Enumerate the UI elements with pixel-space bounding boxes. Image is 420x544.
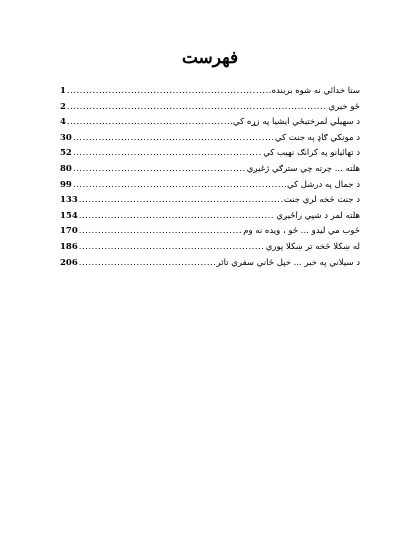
toc-leader-dots [79, 240, 265, 256]
toc-page-number: 133 [60, 195, 78, 206]
toc-entry [60, 193, 360, 209]
toc-entry-title: د جنت څخه لري جنت [283, 195, 360, 206]
toc-page-number: 186 [60, 241, 78, 252]
toc-entry [60, 115, 360, 131]
toc-page-number: 80 [60, 163, 72, 174]
toc-entry [60, 100, 360, 116]
toc-entry [60, 178, 360, 194]
toc-leader-dots [73, 131, 274, 147]
toc-leader-dots [79, 193, 283, 209]
toc-leader-dots [73, 178, 286, 194]
toc-entry-title: هلته لمر د شپي راځيږي [276, 210, 360, 221]
toc-entry [60, 224, 360, 240]
toc-entry-title: د تهائيانو په کرانګ نهيب کي [263, 148, 360, 159]
toc-entry [60, 256, 360, 272]
toc-leader-dots [67, 84, 271, 100]
toc-page-number: 1 [60, 86, 66, 96]
toc-leader-dots [67, 115, 232, 131]
toc-entry [60, 209, 360, 225]
toc-page-number: 170 [60, 226, 78, 237]
toc-page-number: 52 [60, 148, 72, 159]
toc-entry-title: ځوب مي ليدو ... ځو ، ويده نه وم [243, 226, 360, 237]
page-title: فهرست [181, 48, 239, 68]
toc-entry-title: هلته ... چرته چي سترګي ژغيږي [246, 163, 360, 174]
toc-leader-dots [73, 162, 246, 178]
toc-leader-dots [73, 146, 262, 162]
toc-leader-dots [67, 100, 328, 116]
toc-page-number: 4 [60, 117, 66, 128]
toc-entry [60, 162, 360, 178]
toc-entry-title: د جمال په درشل کي [286, 179, 360, 190]
toc-entry-title: له ښکلا څخه تر ښکلا پوري [265, 241, 360, 252]
toc-entry-title: ځو خبري [328, 101, 360, 112]
toc-entry [60, 146, 360, 162]
toc-page-number: 154 [60, 210, 78, 221]
toc-page-number: 2 [60, 101, 66, 112]
toc-page-number: 206 [60, 257, 78, 268]
toc-entry-title: ستا خدائي نه شوه بربنده [271, 86, 360, 96]
toc-entry-title: د مونکي ګاډ په جنت کي [274, 132, 360, 143]
toc-leader-dots [79, 256, 216, 272]
toc-leader-dots [79, 209, 276, 225]
table-of-contents [60, 84, 360, 271]
toc-leader-dots [79, 224, 242, 240]
toc-entry-title: د سيلاني په خبر ... خپل ځاني سفري تاثر [216, 257, 360, 268]
toc-entry [60, 131, 360, 147]
toc-entry-title: د سهيلي لمرختيځي ايشيا په زړه کي [233, 117, 360, 128]
toc-entry [60, 84, 360, 100]
toc-page-number: 99 [60, 179, 72, 190]
toc-page-number: 30 [60, 132, 72, 143]
toc-entry [60, 240, 360, 256]
